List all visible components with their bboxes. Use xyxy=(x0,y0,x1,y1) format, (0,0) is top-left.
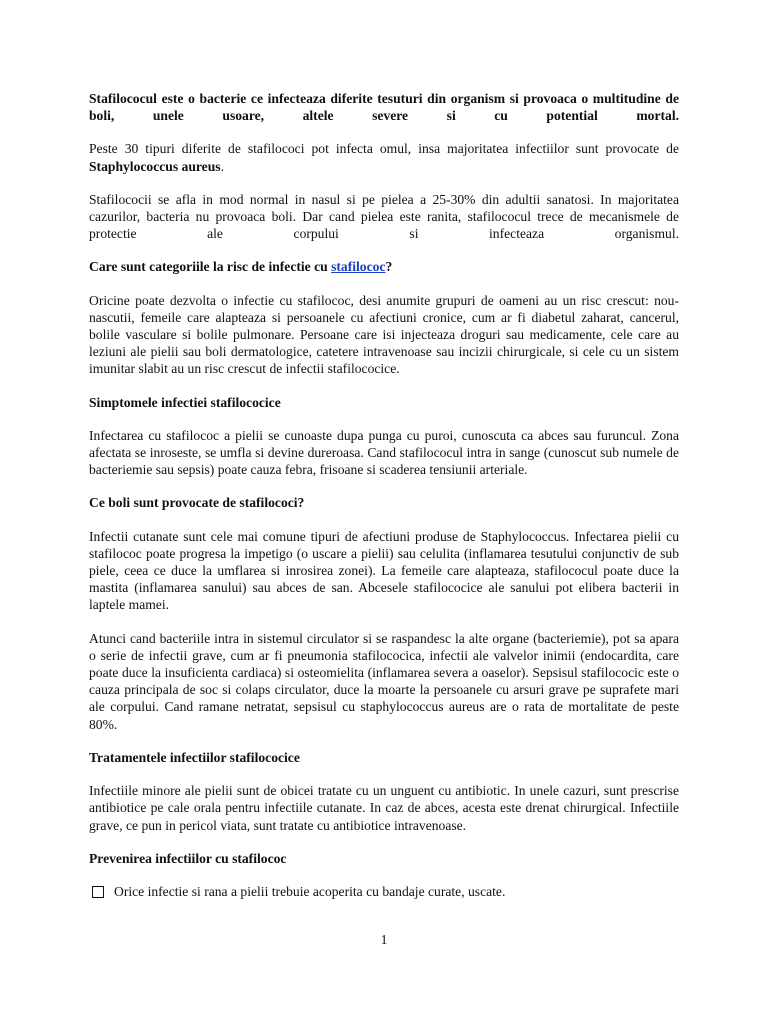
page-number: 1 xyxy=(380,932,388,947)
list-item xyxy=(89,883,679,900)
heading-risk-categories-text: Care sunt categoriile la risc de infectie cu xyxy=(89,259,332,275)
paragraph-staph-types xyxy=(89,140,679,174)
paragraph-staph-types-text: Peste 30 tipuri diferite de stafilococi pot infecta omul, insa majoritatea infectiilor sunt provocate de xyxy=(89,141,679,157)
paragraph-staph-types-end: . xyxy=(220,158,224,174)
stafilococ-link[interactable]: stafilococ xyxy=(331,259,386,275)
paragraph-skin-infections: Infectii cutanate sunt cele mai comune tipuri de afectiuni produse de Staphylococcus. Infectarea pielii cu stafilococ poate progresa la impetigo (o uscare a pielii) sau celulita (inflamarea tesutului conjunctiv de sub piele, ceea ce duce la umflarea si inrosirea zonei). La femeile care alapteaza, stafilococul poate duce la mastita (inflamarea sanului) sau abces de san. Abcesele stafilococice ale sanului pot elibera bacterii in laptele mamei. xyxy=(89,528,679,613)
heading-risk-categories xyxy=(89,258,679,275)
staphylococcus-aureus-bold: Staphylococcus aureus xyxy=(89,158,221,174)
paragraph-circulatory-infections: Atunci cand bacteriile intra in sistemul circulator si se raspandesc la alte organe (bacteriemie), pot sa apara o serie de infectii grave, cum ar fi pneumonia stafilococica, infectii ale valvelor inimii (endocardita, care poate duce la insuficienta cardiaca) si osteomielita (inflamarea severa a oaselor). Sepsisul stafilococic este o cauza principala de soc si colaps circulator, duce la moarte la persoanele cu arsuri grave pe suprafete mari ale corpului. Cand ramane netratat, sepsisul cu staphylococcus aureus are o rata de mortalitate de peste 80%. xyxy=(89,630,679,732)
paragraph-treatments: Infectiile minore ale pielii sunt de obicei tratate cu un unguent cu antibiotic. In unele cazuri, sunt prescrise antibiotice pe cale orala pentru infectiile cutanate. In caz de abces, acesta este drenat chirurgical. Infectiile grave, ce pun in pericol viata, sunt tratate cu antibiotice intravenoase. xyxy=(89,783,679,833)
document-page xyxy=(89,90,679,900)
heading-symptoms: Simptomele infectiei stafilococice xyxy=(89,394,281,410)
paragraph-symptoms: Infectarea cu stafilococ a pielii se cunoaste dupa punga cu puroi, cunoscuta ca abces sau furuncul. Zona afectata se inroseste, se umfla si devine dureroasa. Cand stafilococul intra in sange (cunoscut sub numele de bacteriemie sau sepsis) poate cauza febra, frisoane si scaderea tensiunii arteriale. xyxy=(89,427,679,478)
heading-risk-categories-end: ? xyxy=(385,259,393,275)
paragraph-risk-groups: Oricine poate dezvolta o infectie cu stafilococ, desi anumite grupuri de oameni au un risc crescut: nou-nascutii, femeile care alapteaza si persoanele cu afectiuni cronice, cum ar fi diabetul zaharat, cancerul, bolile vasculare si bolile pulmonare. Persoane care isi injecteaza droguri sau medicamente, cele care au leziuni ale pielii sau boli dermatologice, catetere intravenoase sau incizii chirurgicale, si cele cu un sistem imunitar slabit au un risc crescut de infectii stafilococice. xyxy=(89,292,679,377)
intro-paragraph: Stafilococul este o bacterie ce infecteaza diferite tesuturi din organism si provoaca o multitudine de boli, unele usoare, altele severe si cu potential mortal. xyxy=(89,91,679,124)
heading-diseases: Ce boli sunt provocate de stafilococi? xyxy=(89,495,305,511)
heading-treatments: Tratamentele infectiilor stafilococice xyxy=(89,749,300,765)
heading-prevention: Prevenirea infectiilor cu stafilococ xyxy=(89,850,287,866)
list-item-text: Orice infectie si rana a pielii trebuie acoperita cu bandaje curate, uscate. xyxy=(114,883,506,899)
paragraph-normal-flora: Stafilococii se afla in mod normal in nasul si pe pielea a 25-30% din adultii sanatosi. In majoritatea cazurilor, bacteria nu provoaca boli. Dar cand pielea este ranita, stafilococul trece de mecanismele de protectie ale corpului si infecteaza organismul. xyxy=(89,191,679,242)
checkbox-bullet-icon xyxy=(92,886,104,898)
